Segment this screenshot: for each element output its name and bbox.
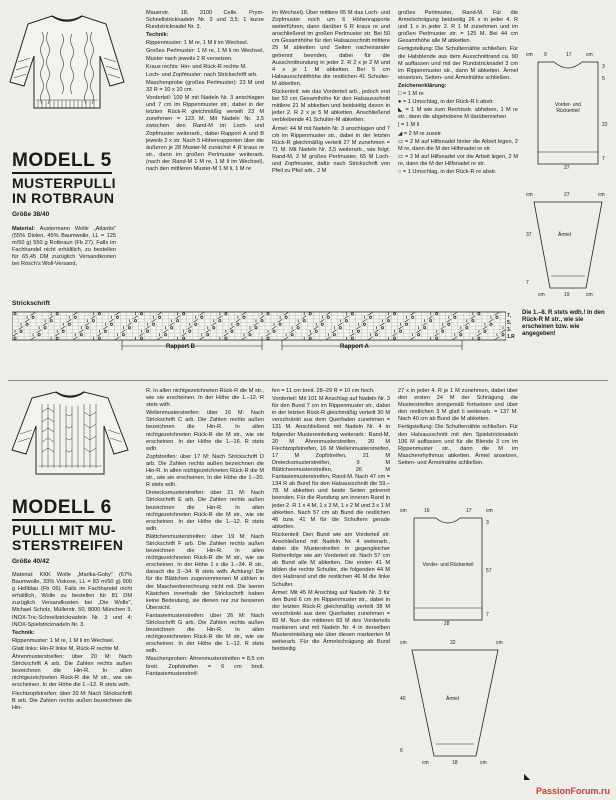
heading-technik: Technik: [146,32,169,39]
page-corner-marker: ◣ [524,772,531,781]
paragraph: im Wechsel). Über mittlere 65 M das Loch- und Zopfmuster noch um 6 Höhenrapporte weiterführen, dann darüber 6 R kraus re und anschließend im großen Perlmuster str. Bei 50 cm Gesamthöhe für den Halsausschnitt mittlere 25 M abketten und Seiten nacheinander getrennt beenden, dabei für die Ausschnittrundung in jeder 2. R 2 x je 2 M und 4 x je 1 M abketten. Bei 5 cm Halsausschnitthöhe die restlichen 41 Schulter-M abketten. [272,10,390,87]
paragraph: Fertigstellung: Die Schulternähte schließen. Für den Halsausschnitt mit den Spielstricknadeln 106 M auffassen und für die Blende 3 cm im Rippenmuster str., dann die M im Maschenrhythmus abketten. Ärmel ansetzen, Seiten- und Ärmelnähte schließen. [398,424,518,466]
legend-item: | = 1 M li [398,122,420,129]
paragraph: Rippenmuster: 1 M re, 1 M li im Wechsel. [12,637,115,644]
watermark: PassionForum.ru [535,786,610,796]
model-5-column-2 [146,10,264,174]
strickschrift-label: Strickschrift [12,300,50,307]
model-5-title [12,150,112,172]
dim-side-1: 37 [526,232,532,238]
model-5-heading: MODELL 5 [12,150,112,171]
paragraph: Großes Perlmuster: 1 M re, 1 M li im Wechsel, Muster nach jeweils 2 R versetzen. [146,48,264,62]
model-6-column-3 [272,388,390,654]
model-6-column-1 [12,572,132,713]
row-label-7: 7. [507,313,512,319]
paragraph: Flechtzopfstreifen: über 20 M: Nach Strickschrift B arb. Die Zahlen rechts außen bezeichnen die Hin- [12,690,132,711]
heading-technik: Technik: [12,629,35,636]
legend-item: □ = 1 M re [398,91,424,98]
paragraph: Zopfstreifen: über 17 M: Nach Strickschrift D arb. Die Zahlen rechts außen bezeichnen die Hin-R. In allen nichtgezeichneten Rück-R die M str., wie sie erscheinen. In der Höhe die 1.–20. R stets wdh. [146,453,264,489]
legend-item: ● = 1 Umschlag, in der Rück-R li abstr. [398,99,494,106]
dim-side-1: 3 [602,64,605,70]
paragraph: Kraus rechts: Hin- und Rück-R rechte M. [146,63,247,70]
dim-top-right: cm [486,508,493,514]
dim-bottom-mid: 19 [564,292,570,298]
schematic-5-body [524,52,612,172]
paragraph: Maschenproben: Ährenmusterstreifen = 8,5 cm breit. Zopfstreifen = 6 cm breit. Fantasiemusterstreif- [146,656,264,677]
paragraph: Vorderteil: Mit 101 M Anschlag auf Nadeln Nr. 3 für den Bund 7 cm im Rippenmuster str., dabei in der letzten Rück-R gleichmäßig verteilt 30 M verschränkt aus dem Querfaden zunehmen = 131 M. Anschließend mit Nadeln Nr. 4 in folgender Mustereinteilung weiterarb.: Rand-M, 20 M Ährenmusterstreifen, 20 M Flechtzopfstreifen, 16 M Wellenmusterstreifen, 17 M Zopfstreifen, 21 M Dreiecksmusterstreifen, 9 M Blättchenmusterstreifen, 26 M Fantasiemusterstreifen, Rand-M. Nach 47 cm = 134 R ab Bund für den Halsausschnitt die 59.–78. M abketten und beide Seiten getrennt beenden. Für die Rundung am inneren Rand in jeder 2. R 1 x 4 M, 1 x 3 M, 1 x 2 M und 3 x 1 M abketten. Nach 57 cm ab Bund die restlichen 46 bzw. 41 M für die Schultern gerade abketten. [272,396,390,530]
schematic-label: Vorder- und Rückenteil [554,102,582,114]
dim-side-1: 40 [400,696,406,702]
schematic-label: Ärmel [446,696,460,702]
schematic-6-body [400,508,500,628]
model-5-material [12,226,116,270]
paragraph: Fantasiemusterstreifen: über 26 M: Nach Strickschrift G arb. Die Zahlen rechts außen bezeichnen die Hin-R. In allen nichtgezeichneten Rück-R die M str., wie sie erscheinen. In der Höhe die 1.–12. R stets wdh. [146,612,264,655]
paragraph: Rippenmuster: 1 M re, 1 M li im Wechsel. [146,40,249,47]
rapport-b-label: Rapport B [166,344,195,350]
dim-top-left: cm [400,508,407,514]
dim-side-1: 3 [486,520,489,526]
legend-item: ▭ = 2 M auf Hilfsnadel hinter die Arbeit legen, 2 M re, dann die M der Hilfsnadel re str. [398,138,518,152]
dim-bottom-left: cm [422,760,429,766]
paragraph: Glatt links: Hin-R linke M, Rück-R rechte M. [12,645,120,652]
schematic-label: Ärmel [558,232,572,238]
model-6-column-2 [146,388,264,679]
paragraph: Blättchenmusterstreifen: über 19 M: Nach Strickschrift F arb. Die Zahlen rechts außen bezeichnen die Hin-R. In allen nichtgezeichneten Rück-R die M str., wie sie erscheinen. In der Höhe 1 x die 1.–34. R str., danach die 3.–34. R stets wdh. Achtung! Die für die Blättchen zugenommenen M zählen in der Maschenberechnung nicht mit. Die leeren Kästchen innerhalb der Strickschrift haben keine Bedeutung, sie dienen nur zur besseren Übersicht. [146,533,264,611]
legend-item: ◢ = 2 M re zusstr. [398,130,443,137]
paragraph: Wellenmusterstreifen: über 16 M: Nach Strickschrift C arb. Die Zahlen rechts außen bezeichnen die Hin-R. In allen nichtgezeichneten Rück-R die M str., wie sie erscheinen. In der Höhe die 1.–16. R stets wdh. [146,410,264,452]
dim-bottom-right: cm [480,760,487,766]
model-5-column-4 [398,10,518,177]
dim-side-3: 7 [486,612,489,618]
model-5-size: Größe 38/40 [12,211,50,218]
schematic-6-sleeve-drawing [400,640,510,770]
model-5-subtitle [12,176,116,206]
schematic-label: Vorder- und Rückenteil [422,562,474,568]
model-6-subtitle [12,523,123,553]
model-6-heading: MODELL 6 [12,497,112,518]
schematic-5-sleeve [524,192,612,302]
paragraph: fen = 11 cm breit. 28–29 R = 10 cm hoch. [272,388,375,394]
dim-top-right: cm [598,192,605,198]
legend-item: ◣ = 1 M wie zum Rechtsstr. abheben, 1 M re str., dann die abgehobene M darüberziehen [398,107,518,121]
dim-side-4: 7 [602,156,605,162]
rapport-a-label: Rapport A [340,344,369,350]
paragraph: 27 x in jeder 4. R je 1 M zunehmen, dabei über den ersten 24 M der Schrägung die Musterstreifen sinngemäß fortsetzen und über den restlichen 3 M glatt li weiterarb. = 137 M. Nach 40 cm ab Bund die M abketten. [398,388,518,423]
dim-top-left: cm [526,52,533,58]
model-6-size: Größe 40/42 [12,558,50,565]
title-rule [12,172,112,174]
dim-side-2: 7 [526,280,529,286]
dim-bottom-right: cm [586,292,593,298]
schematic-6-body-drawing [400,508,500,628]
strickschrift-note: Die 1.–8. R stets wdh.! In den Rück-R M str., wie sie erscheinen bzw. wie angegeben! [522,310,605,337]
dim-top-mid: 32 [450,640,456,646]
dim-top-2: 17 [566,52,572,58]
dim-top-left: cm [400,640,407,646]
model-6-subtitle-line-2: STERSTREIFEN [12,537,124,553]
dim-top-1: 16 [424,508,430,514]
dim-top-mid: 27 [564,192,570,198]
row-label-3: 3. [507,327,512,333]
dim-side-2: 57 [486,568,492,574]
dim-bottom: 27 [564,165,570,171]
dim-top-right: cm [586,52,593,58]
model-6-column-4 [398,388,518,468]
dim-top-left: cm [526,192,533,198]
legend-item: ○ = 1 Umschlag, in der Rück-R re abstr. [398,168,497,175]
model-5-column-3 [272,10,390,176]
paragraph: Maschenprobe (großes Perlmuster): 23 M und 32 R = 10 x 10 cm. [146,79,264,93]
schematic-5-sleeve-drawing [524,192,612,302]
sweater-5-illustration [8,12,126,112]
paragraph: Loch- und Zopfmuster: nach Strickschrift arb. [146,71,258,78]
row-label-5: 5. [507,320,512,326]
dim-bottom-mid: 18 [452,760,458,766]
section-divider [8,380,608,381]
dim-side-2: 5 [602,76,605,82]
legend-heading: Zeichenerklärung: [398,82,447,89]
dim-top-2: 17 [466,508,472,514]
paragraph: Vorderteil: 100 M mit Nadeln Nr. 3 anschlagen und 7 cm im Rippenmuster str., dabei in der letzten Rück-R gleichmäßig verteilt 23 M zunehmen = 123 M. Mit Nadeln Nr. 3,5 zwischen den Rand-M im Loch- und Zopfmuster weiterarb., dabei Rapport A und B jeweils 2 x str. Nach 5 Höhenrapporten über die äußeren je 28 Muster-M zunächst 4 R kraus re str., dann im großen Perlmuster weiterarb. (nach der Rand-M 1 M re, 1 M li im Wechsel), nach den mittleren Muster-M 1 M li, 1 M re [146,95,264,172]
row-label-1: 1.R [507,334,515,340]
paragraph: Ärmel: 44 M mit Nadeln Nr. 3 anschlagen und 7 cm im Rippenmuster str., dabei in der letzten Rück-R gleichmäßig verteilt 27 M zunehmen = 71 M. Mit Nadeln Nr. 3,5 weiterarb., wie folgt: Rand-M, 2 M großes Perlmuster, 65 M Loch- und Zopfmuster, dafür nach Strickschrift von Pfeil zu Pfeil arb., 2 M [272,125,390,175]
paragraph: Ährenmusterstreifen: über 20 M: Nach Strickschrift A arb. Die Zahlen rechts außen bezeichnen die Hin-R. In allen nichtgezeichneten Rück-R die M str., wie sie erscheinen. In der Höhe die 1.–12. R stets wdh. [12,654,132,689]
paragraph: Fertigstellung: Die Schulternähte schließen. Für die Halsblende aus dem Ausschnittrand ca. 90 M auffassen und mit der Rundstricknadel 3 cm im Rippenmuster str., dann M abketten. Ärmel einsetzen, Seiten- und Ärmelnähte schließen. [398,46,518,81]
paragraph: Dreiecksmusterstreifen: über 21 M: Nach Strickschrift E arb. Die Zahlen rechts außen bezeichnen die Hin-R. In allen nichtgezeichneten Rück-R die M str., wie sie erscheinen. In der Höhe die 1.–12. R stets wdh. [146,490,264,532]
paragraph: großes Perlmuster, Rand-M. Für die Armelschrägung beidseitig 26 x in jeder 4. R und 1 x in jeder 2. R 1 M zunehmen und im großen Perlmuster str. = 125 M. Bei 44 cm Gesamthöhe alle M abketten. [398,10,518,45]
material-label: Material: [12,226,36,232]
model-5-subtitle-line-2: IN ROTBRAUN [12,190,115,206]
paragraph: Rückenteil: Den Bund wie am Vorderteil str. Anschließend mit Nadeln Nr. 4 weiterarb., dabei die Musterstreifen in gegengleicher Reihenfolge wie am Vorderteil str. Nach 57 cm ab Bund alle M abketten. Die ersten 41 M bilden die rechte Schulter, die folgenden 44 M den Halsrand und die restlichen 46 M die linke Schulter. [272,531,390,588]
title-rule [12,519,112,521]
schematic-6-sleeve [400,640,510,770]
dim-bottom-left: cm [538,292,545,298]
strickschrift-chart [12,310,506,354]
dim-bottom: 28 [444,621,450,627]
dim-side-2: 6 [400,748,403,754]
paragraph: Rückenteil: wie das Vorderteil arb., jedoch erst bei 53 cm Gesamthöhe für den Halsausschnitt mittlere 21 M abketten und beidseitig davon in jeder 2. R 2 x je 5 M abketten. Anschließend verbleibende 41 Schulter-M abketten. [272,89,390,124]
material-text: Austermann Wolle „Atlantis" (55% Diolen, 45% Baumwolle, LL = 125 m/50 g) 550 g Rotbraun (Fb 27). Falls im Fachhandel nicht erhältlich, zu bestellen für 65,45 DM zuzüglich Versandkosten bei Rösch's Woll-Versand, [12,226,116,268]
dim-top-right: cm [496,640,503,646]
paragraph: Material: KKK Wolle „Marika-Goby" (67% Baumwolle, 33% Viskose, LL = 83 m/50 g) 900 g Hellblau (Fb 06). Falls im Fachhandel nicht erhältlich, Wolle zu bestellen für 81 DM zuzüglich Versandkosten bei „Die Wolle", Michael Scholz, Müllerstr. 50, 8000 München 5. INOX-Tric-Schnellstricknadeln Nr. 3 und 4; INOX-Spielstricknadeln Nr. 3. [12,572,132,628]
legend-item: ▭ = 2 M auf Hilfsnadel vor die Arbeit legen, 2 M re, dann die M der Hilfsnadel re str. [398,153,518,167]
dim-side-3: 22 [602,122,608,128]
paragraph: Mauerstr. 18, 3100 Celle. Prym-Schnellstricknadeln Nr. 3 und 3,5; 1 kurze Rundstricknadel Nr. 3. [146,10,264,31]
model-6-subtitle-line-1: PULLI MIT MU- [12,522,116,538]
sweater-6-illustration [10,388,130,478]
paragraph: R. In allen nichtgezeichneten Rück-R die M str., wie sie erscheinen. In der Höhe die 1.–12. R stets wdh. [146,388,264,409]
dim-top-1: 9 [544,52,547,58]
model-6-title [12,497,112,519]
paragraph: Ärmel: Mit 45 M Anschlag auf Nadeln Nr. 3 für den Bund 6 cm im Rippenmuster str., dabei in der letzten Rück-R gleichmäßig verteilt 38 M verschränkt aus dem Querfaden zunehmen = 83 M. Nun die mittleren 83 M des Vorderteils markieren und mit Nadeln Nr. 4 in derselben Mustereinteilung wie über diesen markierten M weiterarb. Für die Ärmelschrägung ab Bund beidseitig [272,589,390,653]
model-5-subtitle-line-1: MUSTERPULLI [12,175,116,191]
